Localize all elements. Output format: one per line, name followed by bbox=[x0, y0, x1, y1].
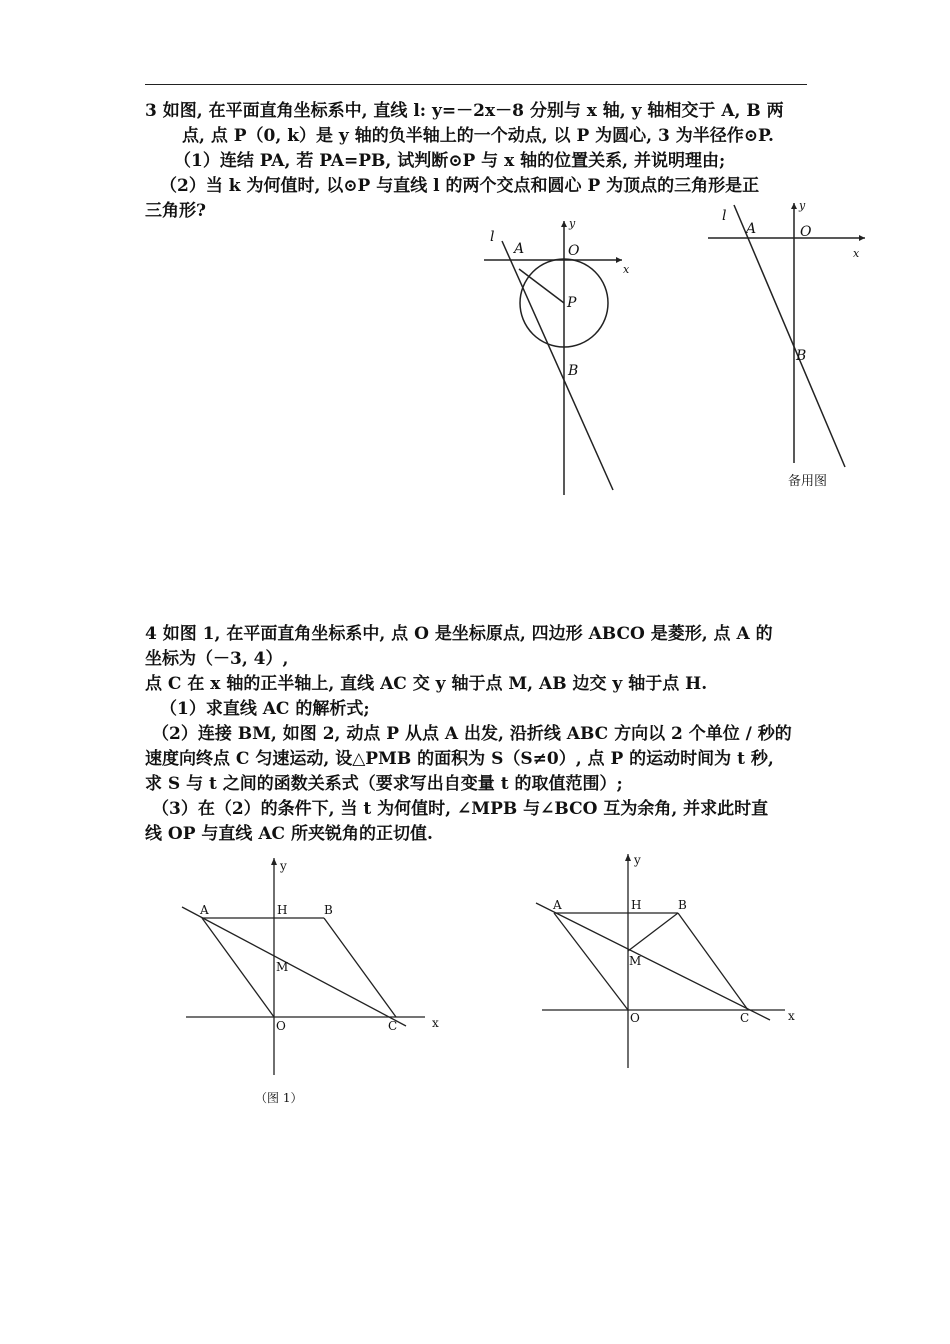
label-h: H bbox=[277, 903, 288, 917]
q3-line-2: 点, 点 P（0, k）是 y 轴的负半轴上的一个动点, 以 P 为圆心, 3 为半径作⊙P. bbox=[182, 126, 774, 146]
label-o: O bbox=[568, 243, 580, 259]
q3-figure-right bbox=[700, 195, 870, 495]
x-arrow bbox=[616, 257, 622, 263]
q3-part-1: （1）连结 PA, 若 PA=PB, 试判断⊙P 与 x 轴的位置关系, 并说明理由; bbox=[174, 151, 726, 171]
label-y: y bbox=[799, 199, 806, 212]
label-m: M bbox=[629, 954, 642, 968]
label-m: M bbox=[276, 960, 289, 974]
y-arrow bbox=[625, 854, 631, 861]
q3-part-2: （2）当 k 为何值时, 以⊙P 与直线 l 的两个交点和圆心 P 为顶点的三角形是正 bbox=[160, 176, 760, 196]
label-p: P bbox=[567, 295, 577, 311]
figure-1-caption: （图 1） bbox=[255, 1091, 303, 1105]
label-l: l bbox=[490, 229, 495, 245]
segment-bm bbox=[628, 913, 678, 951]
segment-pa bbox=[519, 269, 564, 303]
q3-figure-left bbox=[470, 205, 670, 505]
q4-part-3: （3）在（2）的条件下, 当 t 为何值时, ∠MPB 与∠BCO 互为余角, 并求此时直 bbox=[152, 799, 769, 819]
label-o: O bbox=[800, 224, 812, 240]
label-b: B bbox=[678, 898, 687, 912]
line-l bbox=[734, 205, 845, 467]
line-ac bbox=[182, 907, 406, 1026]
label-h: H bbox=[631, 898, 642, 912]
q4-line-2: 坐标为（－3, 4）, bbox=[145, 649, 289, 669]
label-y: y bbox=[634, 853, 641, 867]
label-b: B bbox=[324, 903, 333, 917]
label-x: x bbox=[853, 247, 860, 260]
line-ac bbox=[536, 903, 770, 1020]
q3-line-5: 三角形? bbox=[145, 201, 206, 221]
label-b: B bbox=[796, 348, 807, 364]
label-a: A bbox=[200, 903, 209, 917]
label-c: C bbox=[388, 1019, 398, 1033]
label-y: y bbox=[569, 217, 576, 230]
q4-line-9: 线 OP 与直线 AC 所夹锐角的正切值. bbox=[145, 824, 433, 844]
label-b: B bbox=[568, 363, 579, 379]
q4-part-2: （2）连接 BM, 如图 2, 动点 P 从点 A 出发, 沿折线 ABC 方向以 2 个单位 / 秒的 bbox=[152, 724, 792, 744]
q3-line-1: 3 如图, 在平面直角坐标系中, 直线 l: y=－2x－8 分别与 x 轴, y 轴相交于 A, B 两 bbox=[145, 101, 784, 121]
y-arrow bbox=[561, 221, 567, 227]
label-c: C bbox=[740, 1011, 750, 1025]
label-o: O bbox=[630, 1011, 640, 1025]
y-arrow bbox=[791, 203, 797, 209]
label-o: O bbox=[276, 1019, 286, 1033]
y-arrow bbox=[271, 858, 277, 865]
q4-figure-2 bbox=[530, 850, 820, 1080]
header-rule bbox=[145, 84, 807, 85]
q4-figure-1 bbox=[170, 850, 460, 1110]
side-ao bbox=[554, 913, 628, 1010]
side-bc bbox=[678, 913, 748, 1010]
label-a: A bbox=[514, 241, 525, 257]
x-arrow bbox=[859, 235, 865, 241]
label-x: x bbox=[788, 1009, 795, 1023]
q4-line-7: 求 S 与 t 之间的函数关系式（要求写出自变量 t 的取值范围）; bbox=[145, 774, 623, 794]
q4-line-1: 4 如图 1, 在平面直角坐标系中, 点 O 是坐标原点, 四边形 ABCO 是菱形, 点 A 的 bbox=[145, 624, 773, 644]
q4-line-3: 点 C 在 x 轴的正半轴上, 直线 AC 交 y 轴于点 M, AB 边交 y 轴于点 H. bbox=[145, 674, 708, 694]
label-a: A bbox=[746, 221, 757, 237]
side-ao bbox=[202, 918, 274, 1017]
label-l: l bbox=[722, 208, 727, 224]
label-a: A bbox=[553, 898, 562, 912]
q4-line-6: 速度向终点 C 匀速运动, 设△PMB 的面积为 S（S≠0）, 点 P 的运动时间为 t 秒, bbox=[145, 749, 774, 769]
label-x: x bbox=[623, 263, 630, 276]
q4-part-1: （1）求直线 AC 的解析式; bbox=[160, 699, 370, 719]
label-y: y bbox=[280, 859, 287, 873]
spare-figure-caption: 备用图 bbox=[788, 474, 828, 489]
line-l bbox=[502, 241, 613, 490]
label-x: x bbox=[432, 1016, 439, 1030]
